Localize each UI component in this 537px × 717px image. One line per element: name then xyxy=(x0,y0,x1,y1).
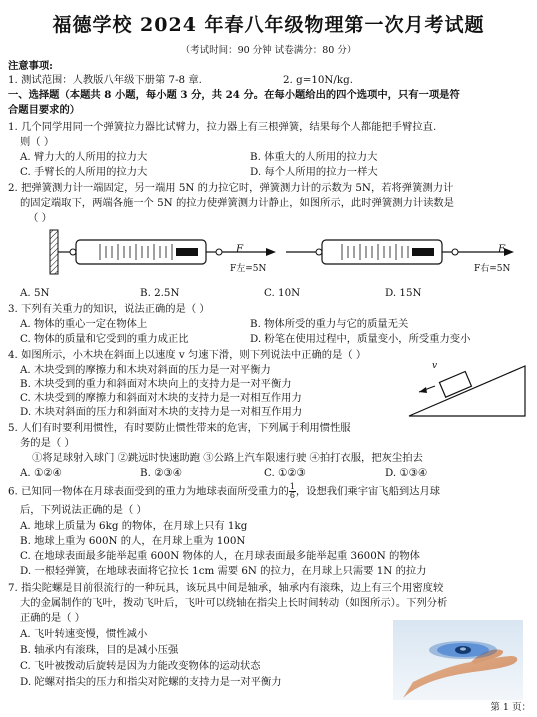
q5-option-d: D. ①③④ xyxy=(385,467,428,479)
q1-option-c: C. 手臂长的人所用的拉力大 xyxy=(20,166,148,178)
fidget-spinner-on-finger-image xyxy=(393,620,523,700)
q2-option-a: A. 5N xyxy=(20,287,50,299)
q2-fig-force-label-left: F xyxy=(236,243,244,255)
notice-heading: 注意事项: xyxy=(8,60,53,72)
q6-stem-cont: 后，下列说法正确的是（ ） xyxy=(20,504,147,516)
q3-option-a: A. 物体的重心一定在物体上 xyxy=(20,318,148,330)
fraction-denominator: 6 xyxy=(289,491,295,500)
q2-option-d: D. 15N xyxy=(385,287,422,299)
q7-stem-bracket: 正确的是（ ） xyxy=(20,612,86,624)
q6-stem-pre: 6. 已知同一物体在月球表面受到的重力为地球表面所受重力的 xyxy=(8,485,289,498)
q6-stem-post: ，设想我们乘宇宙飞船到达月球 xyxy=(295,485,441,498)
q4-option-a: A. 木块受到的摩擦力和木块对斜面的压力是一对平衡力 xyxy=(20,364,271,376)
fraction xyxy=(289,483,296,500)
exam-info: （考试时间：90 分钟 试卷满分：80 分） xyxy=(180,45,357,56)
q3-option-b: B. 物体所受的重力与它的质量无关 xyxy=(250,318,409,330)
q2-fig-force-value-right: F右=5N xyxy=(474,264,511,274)
q4-stem: 4. 如图所示，小木块在斜面上以速度 v 匀速下滑，则下列说法中正确的是（ ） xyxy=(8,349,367,361)
q2-fig-force-value-left: F左=5N xyxy=(230,264,267,274)
section1-heading-cont: 合题目要求的） xyxy=(8,104,81,116)
notice-item-2: 2. g=10N/kg. xyxy=(283,74,354,86)
q2-fig-force-label-right: F xyxy=(498,243,506,255)
fraction-numerator: 1 xyxy=(289,482,295,491)
q1-stem: 1. 几个同学用同一个弹簧拉力器比试臂力，拉力器上有三根弹簧，结果每个人都能把手臂拉直. xyxy=(8,121,437,133)
q2-stem: 2. 把弹簧测力计一端固定，另一端用 5N 的力拉它时，弹簧测力计的示数为 5N，若将弹簧测力计 xyxy=(8,182,454,194)
q5-option-c: C. ①②③ xyxy=(264,467,306,479)
q7-option-d: D. 陀螺对指尖的压力和指尖对陀螺的支持力是一对平衡力 xyxy=(20,676,282,688)
q2-stem-cont: 的固定端取下，两端各施一个 5N 的拉力使弹簧测力计静止，如图所示，此时弹簧测力计读数是 xyxy=(20,197,454,209)
q3-stem: 3. 下列有关重力的知识，说法正确的是（ ） xyxy=(8,303,210,315)
q5-stem-cont: 务的是（ ） xyxy=(20,437,75,449)
q2-option-c: C. 10N xyxy=(264,287,301,299)
q7-option-a: A. 飞叶转速变慢，惯性减小 xyxy=(20,628,148,640)
q5-stem: 5. 人们有时要利用惯性，有时要防止惯性带来的危害，下列属于利用惯性服 xyxy=(8,422,351,434)
q7-option-b: B. 轴承内有滚珠，目的是减小压强 xyxy=(20,644,179,656)
q6-option-b: B. 地球上重为 600N 的人，在月球上重为 100N xyxy=(20,535,246,547)
q6-option-d: D. 一根轻弹簧，在地球表面将它拉长 1cm 需要 6N 的拉力，在月球上只需要 1N 的拉力 xyxy=(20,565,427,577)
q4-velocity-label: v xyxy=(432,361,438,371)
q4-option-d: D. 木块对斜面的压力和斜面对木块的支持力是一对相互作用力 xyxy=(20,406,303,418)
q6-option-c: C. 在地球表面最多能举起重 600N 物体的人，在月球表面最多能举起重 3600N 的物体 xyxy=(20,550,420,562)
q5-option-a: A. ①②④ xyxy=(20,467,62,479)
q5-items: ①将足球射入球门 ②跳远时快速助跑 ③公路上汽车限速行驶 ④拍打衣服，把灰尘拍去 xyxy=(32,452,423,464)
q3-option-c: C. 物体的质量和它受到的重力成正比 xyxy=(20,333,189,345)
page-title: 福德学校 2024 年春八年级物理第一次月考试题 xyxy=(52,14,485,36)
q6-option-a: A. 地球上质量为 6kg 的物体，在月球上只有 1kg xyxy=(20,520,248,532)
q1-stem-cont: 则（ ） xyxy=(20,136,55,148)
q7-option-c: C. 飞叶被拨动后旋转是因为力能改变物体的运动状态 xyxy=(20,660,261,672)
q7-stem-cont: 大的金属制作的飞叶，拨动飞叶后，飞叶可以绕轴在指尖上长时间转动（如图所示）。下列分析 xyxy=(20,597,448,609)
page-number: 第 1 页： xyxy=(490,702,531,713)
q4-option-b: B. 木块受到的重力和斜面对木块向上的支持力是一对平衡力 xyxy=(20,378,292,390)
q2-stem-bracket: （ ） xyxy=(28,212,52,224)
section1-heading: 一、选择题（本题共 8 小题，每小题 3 分，共 24 分。在每小题给出的四个选项中，只有一项是符 xyxy=(8,89,460,101)
q3-option-d: D. 粉笔在使用过程中，质量变小，所受重力变小 xyxy=(250,333,471,345)
q6-stem xyxy=(8,483,440,500)
q4-option-c: C. 木块受到的摩擦力和斜面对木块的支持力是一对相互作用力 xyxy=(20,392,302,404)
q2-option-b: B. 2.5N xyxy=(140,287,180,299)
incline-block-figure xyxy=(405,358,530,420)
q1-option-d: D. 每个人所用的拉力一样大 xyxy=(250,166,378,178)
notice-item-1: 1. 测试范围：人教版八年级下册第 7-8 章. xyxy=(8,74,202,86)
q5-option-b: B. ②③④ xyxy=(140,467,182,479)
q1-option-a: A. 臂力大的人所用的拉力大 xyxy=(20,151,148,163)
q7-stem: 7. 指尖陀螺是目前很流行的一种玩具，该玩具中间是轴承，轴承内有滚珠，边上有三个用密度较 xyxy=(8,582,444,594)
q1-option-b: B. 体重大的人所用的拉力大 xyxy=(250,151,378,163)
